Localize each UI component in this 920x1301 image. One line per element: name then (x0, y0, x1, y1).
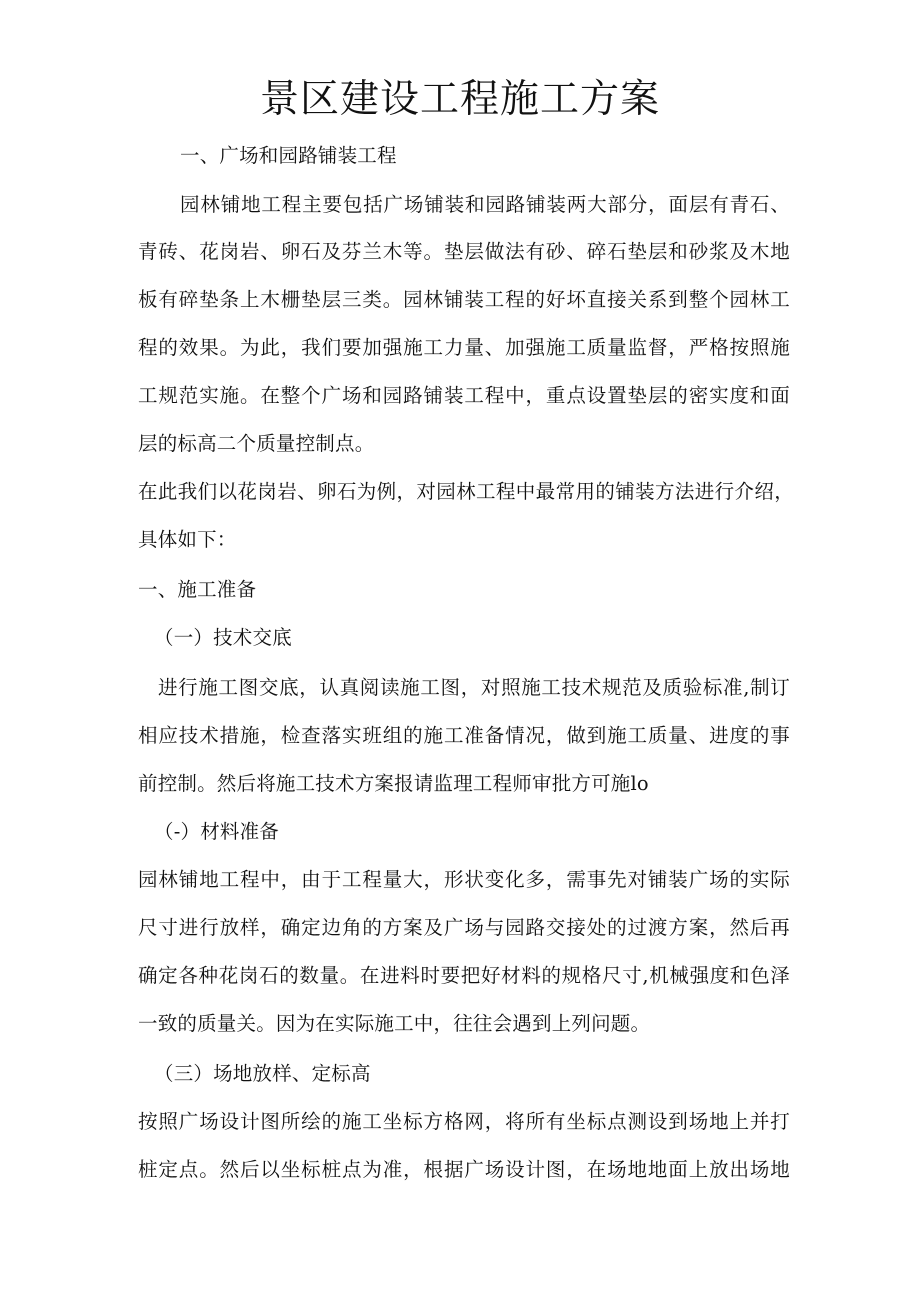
subsection-heading: （一）技术交底 (154, 626, 292, 649)
paragraph-line: 确定各种花岗石的数量。在进料时要把好材料的规格尺寸,机械强度和色泽 (138, 964, 790, 987)
paragraph-line: 青砖、花岗岩、卵石及芬兰木等。垫层做法有砂、碎石垫层和砂浆及木地 (138, 240, 790, 263)
paragraph-line: 工规范实施。在整个广场和园路铺装工程中，重点设置垫层的密实度和面 (138, 384, 790, 407)
paragraph-line: 园林铺地工程中，由于工程量大，形状变化多，需事先对铺装广场的实际 (138, 868, 790, 891)
paragraph-line: 一致的质量关。因为在实际施工中，往往会遇到上列问题。 (138, 1012, 651, 1035)
paragraph-line: 具体如下： (138, 528, 237, 551)
paragraph-line: 相应技术措施，检查落实班组的施工准备情况，做到施工质量、进度的事 (138, 724, 790, 747)
subsection-heading: （三）场地放样、定标高 (154, 1062, 371, 1085)
paragraph-line: 程的效果。为此，我们要加强施工力量、加强施工质量监督，严格按照施 (138, 336, 790, 359)
paragraph-line: 前控制。然后将施工技术方案报请监理工程师审批方可施lo (138, 772, 649, 795)
subsection-heading: （-）材料准备 (154, 820, 279, 843)
paragraph-line: 尺寸进行放样，确定边角的方案及广场与园路交接处的过渡方案，然后再 (138, 916, 790, 939)
section-heading: 一、施工准备 (138, 578, 257, 601)
paragraph-line: 桩定点。然后以坐标桩点为准，根据广场设计图，在场地地面上放出场地 (138, 1158, 790, 1181)
paragraph-line: 按照广场设计图所绘的施工坐标方格网，将所有坐标点测设到场地上并打 (138, 1110, 790, 1133)
paragraph-line: 在此我们以花岗岩、卵石为例，对园林工程中最常用的铺装方法进行介绍， (138, 480, 794, 503)
paragraph-line: 板有碎垫条上木栅垫层三类。园林铺装工程的好坏直接关系到整个园林工 (138, 288, 790, 311)
paragraph-line: 园林铺地工程主要包括广场铺装和园路铺装两大部分，面层有青石、 (180, 193, 790, 216)
section-heading: 一、广场和园路铺装工程 (180, 144, 397, 167)
document-title: 景区建设工程施工方案 (259, 77, 660, 122)
paragraph-line: 进行施工图交底，认真阅读施工图，对照施工技术规范及质验标准,制订 (158, 676, 790, 699)
paragraph-line: 层的标高二个质量控制点。 (138, 432, 375, 455)
